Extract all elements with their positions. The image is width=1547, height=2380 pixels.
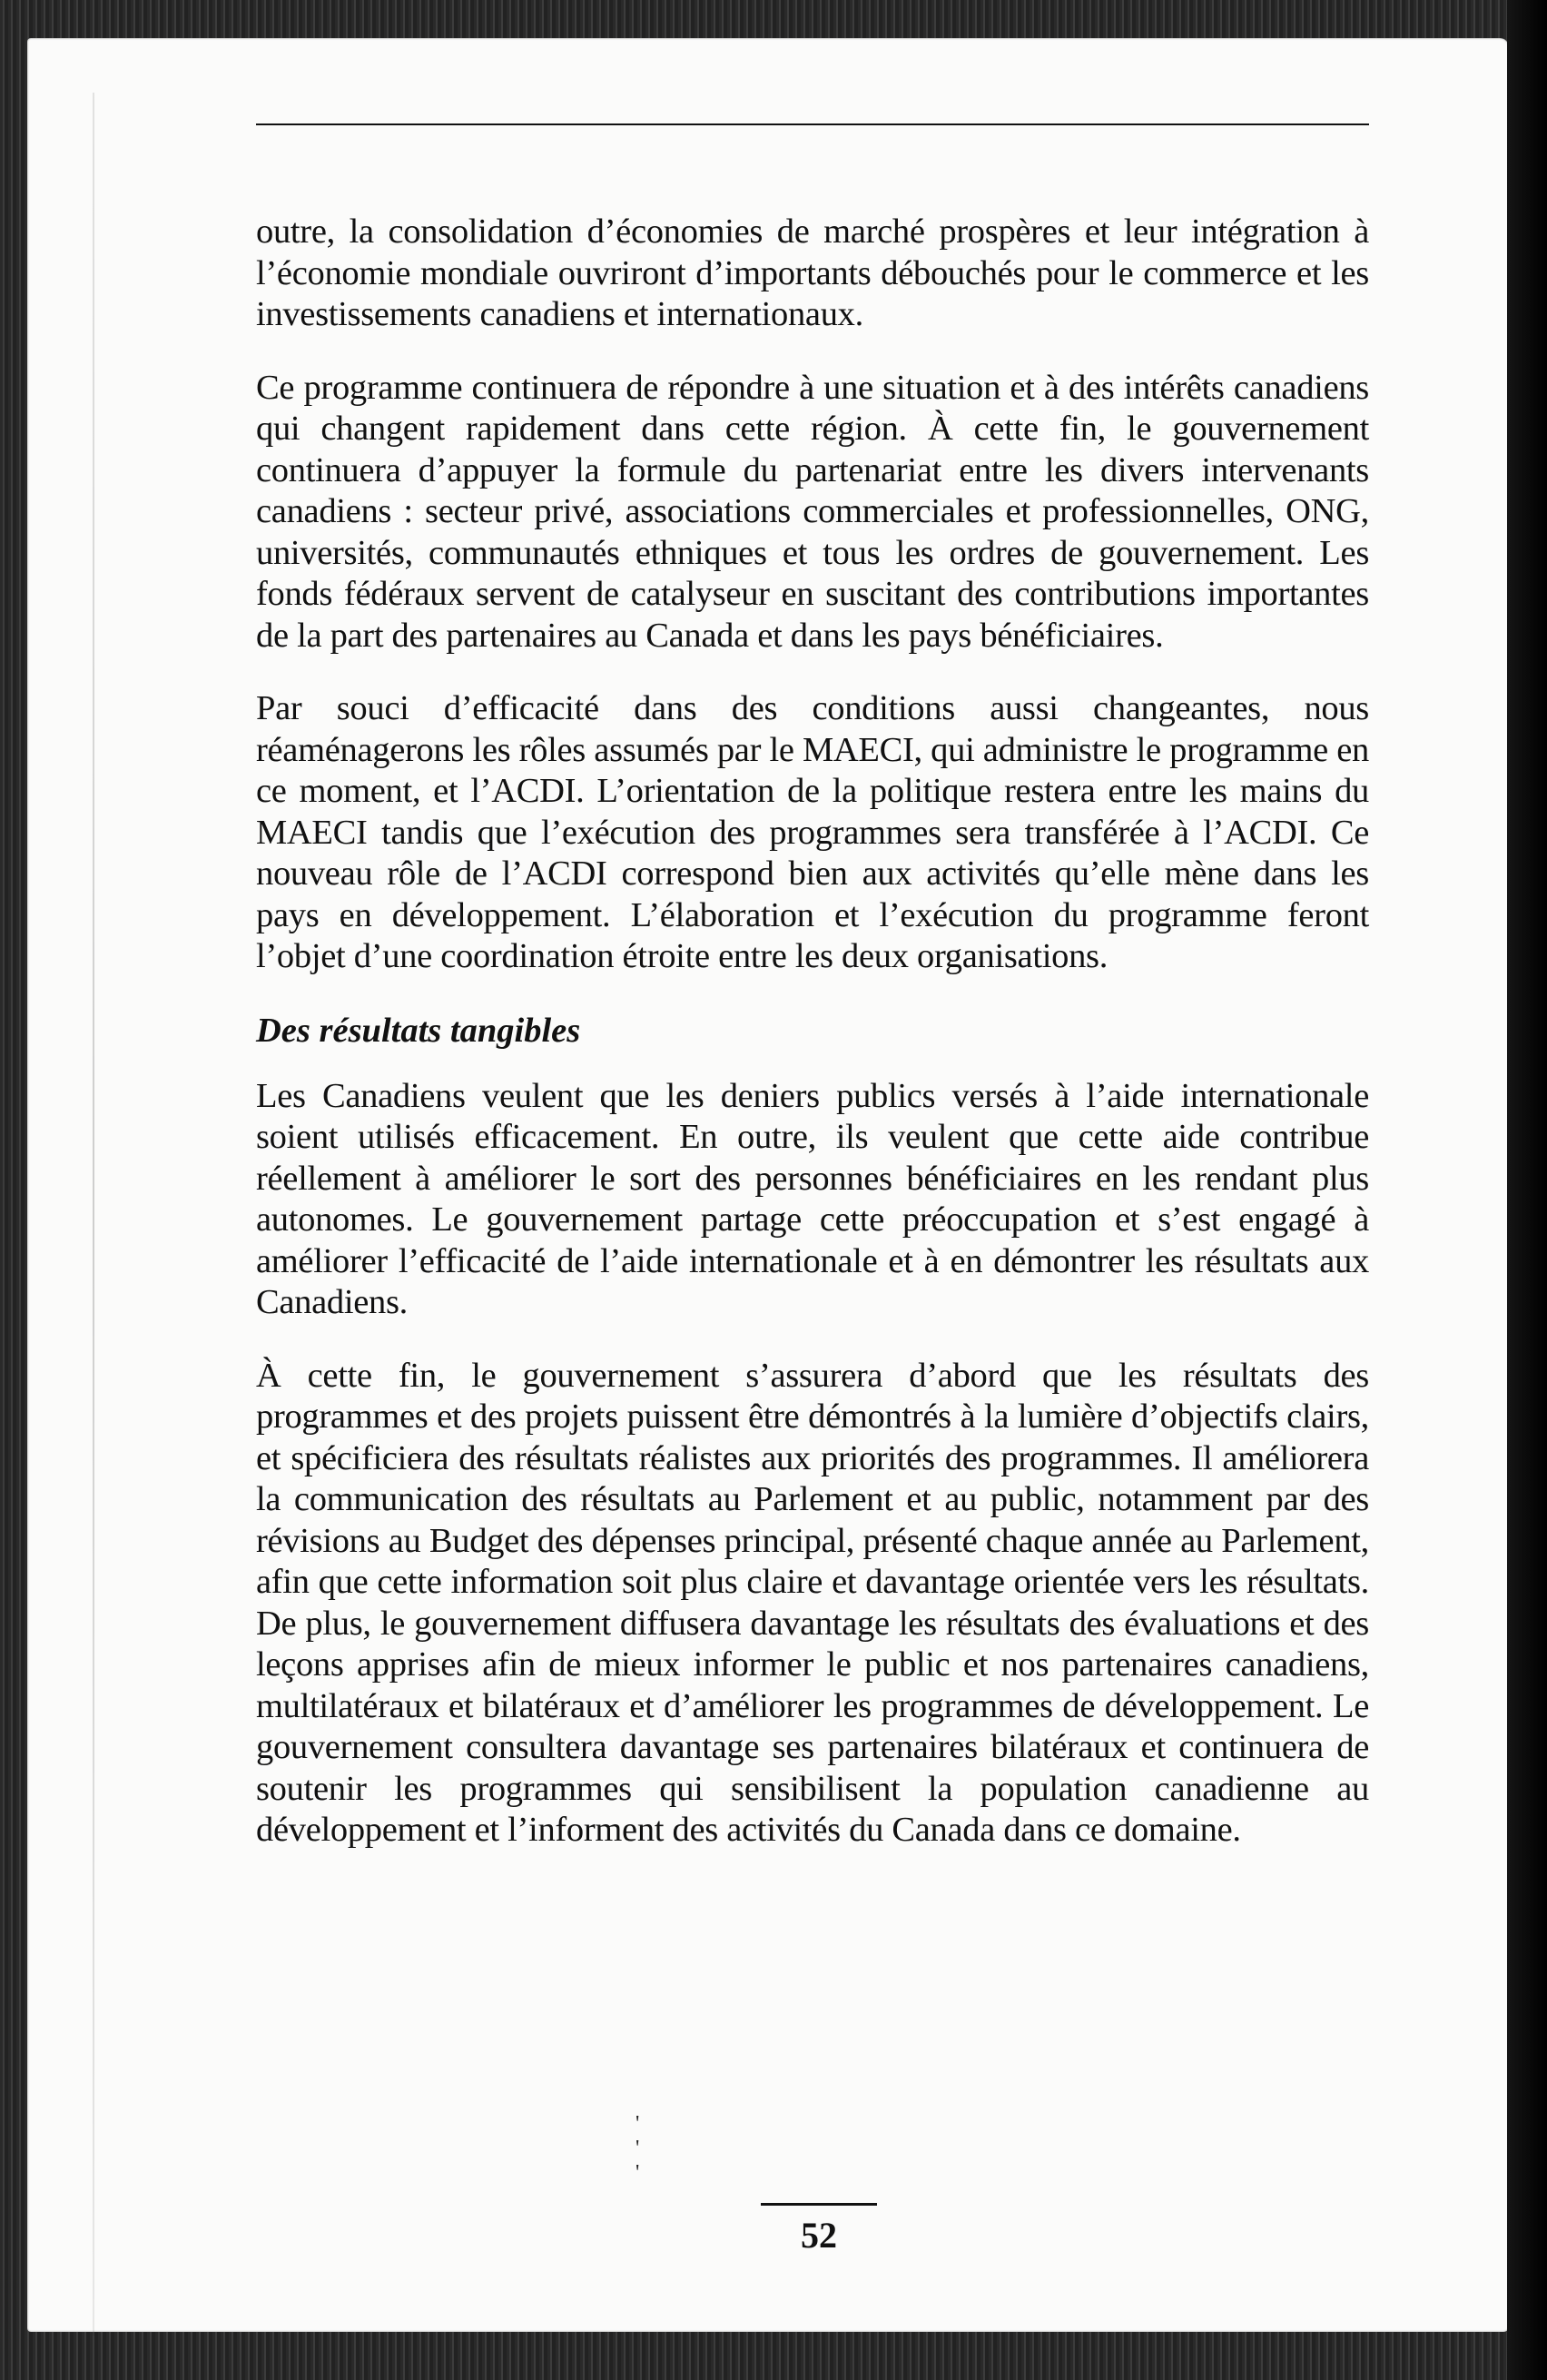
section-heading: Des résultats tangibles [256, 1011, 581, 1050]
binding-shadow [93, 93, 94, 2336]
paragraph-2: Ce programme continuera de répondre à une situation et à des intérêts canadiens qui changent rapidement dans cette région. À cette fin, le gouvernement continuera d’appuyer la formule du partenariat entre les divers intervenants canadiens : secteur privé, associations commerciales et professionnelles, ONG, universités, communautés ethniques et tous les ordres de gouvernement. Les fonds fédéraux servent de catalyseur en suscitant des contributions importantes de la part des partenaires au Canada et dans les pays bénéficiaires. [256, 368, 1369, 655]
paragraph-4: Les Canadiens veulent que les deniers publics versés à l’aide internationale soient utilisés efficacement. En outre, ils veulent que cette aide contribue réellement à améliorer le sort des personnes bénéficiaires en les rendant plus autonomes. Le gouvernement partage cette préoccupation et s’est engagé à améliorer l’efficacité de l’aide internationale et à en démontrer les résultats aux Canadiens. [256, 1076, 1369, 1321]
page-number: 52 [801, 2215, 837, 2256]
paragraph-1: outre, la consolidation d’économies de marché prospères et leur intégration à l’économie mondiale ouvriront d’importants débouchés pour le commerce et les investissements canadiens et internationaux. [256, 212, 1369, 333]
separator-marks: ' ' ' [636, 2112, 676, 2185]
footer-rule [761, 2203, 877, 2206]
page-body [256, 212, 1369, 1883]
paragraph-3: Par souci d’efficacité dans des conditions aussi changeantes, nous réaménagerons les rôles assumés par le MAECI, qui administre le programme en ce moment, et l’ACDI. L’orientation de la politique restera entre les mains du MAECI tandis que l’exécution des programmes sera transférée à l’ACDI. Ce nouveau rôle de l’ACDI correspond bien aux activités qu’elle mène dans les pays en développement. L’élaboration et l’exécution du programme feront l’objet d’une coordination étroite entre les deux organisations. [256, 689, 1369, 975]
header-rule [256, 123, 1369, 125]
paragraph-5: À cette fin, le gouvernement s’assurera d’abord que les résultats des programmes et des projets puissent être démontrés à la lumière d’objectifs clairs, et spécificiera des résultats réalistes aux priorités des programmes. Il améliorera la communication des résultats au Parlement et au public, notamment par des révisions au Budget des dépenses principal, présenté chaque année au Parlement, afin que cette information soit plus claire et davantage orientée vers les résultats. De plus, le gouvernement diffusera davantage les résultats des évaluations et des leçons apprises afin de mieux informer le public et nos partenaires canadiens, multilatéraux et bilatéraux et d’améliorer les programmes de développement. Le gouvernement consultera davantage ses partenaires bilatéraux et continuera de soutenir les programmes qui sensibilisent la population canadienne au développement et l’informent des activités du Canada dans ce domaine. [256, 1356, 1369, 1849]
book-edge [1507, 0, 1547, 2380]
